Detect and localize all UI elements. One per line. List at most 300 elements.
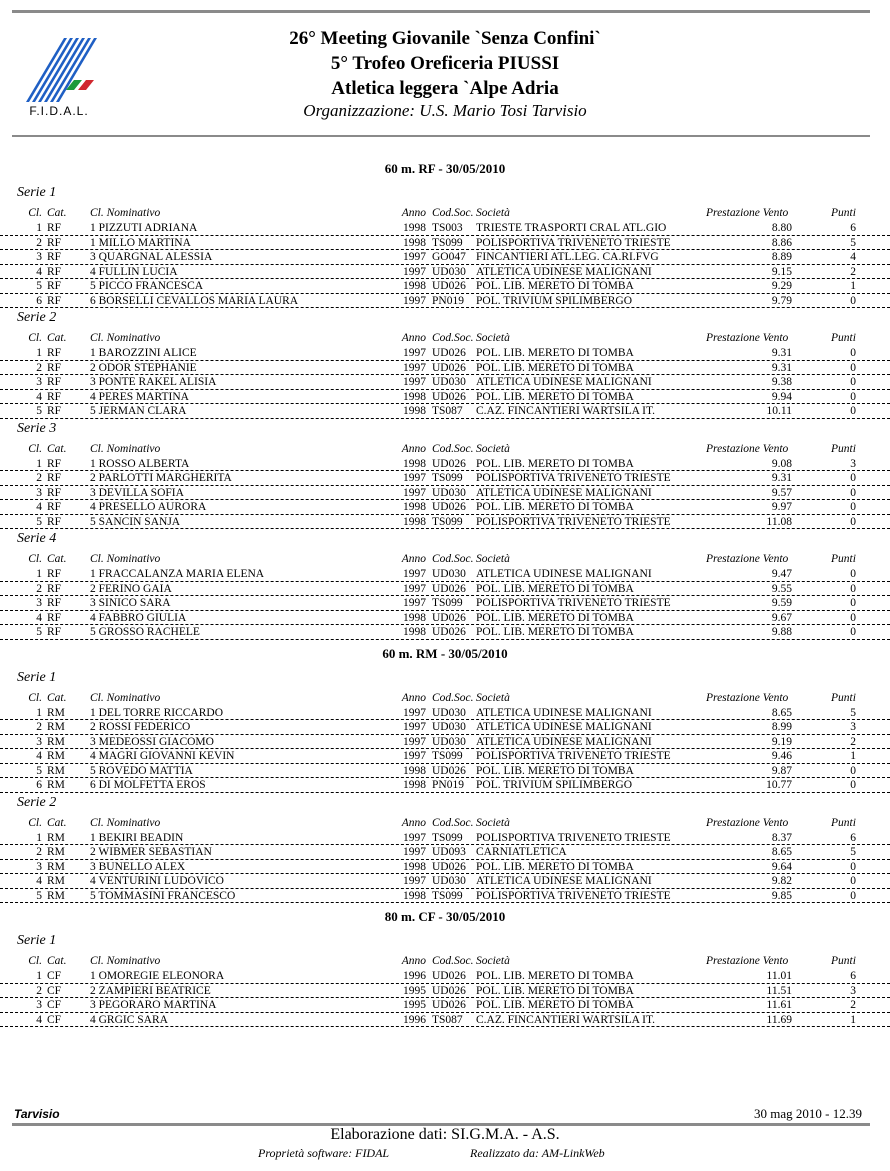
column-header xyxy=(0,331,890,346)
club-code: TS099 xyxy=(432,236,463,249)
table-row xyxy=(0,250,890,265)
club-name: C.AZ. FINCANTIERI WARTSILA IT. xyxy=(476,1013,656,1026)
category: RM xyxy=(47,735,65,748)
performance: 9.85 xyxy=(771,889,792,902)
column-header xyxy=(0,442,890,457)
rank: 6 xyxy=(36,779,42,791)
category: RF xyxy=(47,361,62,374)
category: RM xyxy=(47,750,65,762)
category: RM xyxy=(47,875,65,887)
birth-year: 1997 xyxy=(403,750,426,762)
logo-text: F.I.D.A.L. xyxy=(29,104,89,118)
col-codsoc: Cod.Soc. xyxy=(432,442,474,455)
col-cl: Cl. xyxy=(28,553,42,565)
table-row xyxy=(0,596,890,611)
points: 0 xyxy=(850,405,856,417)
performance: 8.99 xyxy=(771,721,792,733)
col-punti: Punti xyxy=(831,955,856,967)
points: 0 xyxy=(850,472,856,484)
birth-year: 1995 xyxy=(403,984,426,997)
athlete-name: 4 GRGIC SARA xyxy=(90,1013,168,1026)
athlete-name: 3 MEDEOSSI GIACOMO xyxy=(90,735,214,748)
club-name: POLISPORTIVA TRIVENETO TRIESTE xyxy=(476,472,671,484)
birth-year: 1997 xyxy=(403,265,426,278)
athlete-name: 4 MAGRI GIOVANNI KEVIN xyxy=(90,750,235,762)
birth-year: 1998 xyxy=(403,515,426,528)
category: CF xyxy=(47,1013,62,1026)
table-row xyxy=(0,611,890,626)
points: 6 xyxy=(850,831,856,844)
col-prestazione: Prestazione Vento xyxy=(706,691,789,704)
club-name: POL. LIB. MERETO DI TOMBA xyxy=(476,582,634,595)
category: RF xyxy=(47,472,62,484)
table-row xyxy=(0,706,890,721)
col-cl: Cl. xyxy=(28,442,42,455)
col-prestazione: Prestazione Vento xyxy=(706,442,789,455)
category: RF xyxy=(47,597,62,609)
club-name: ATLETICA UDINESE MALIGNANI xyxy=(476,721,652,733)
serie-label: Serie 1 xyxy=(17,185,57,200)
rank: 2 xyxy=(36,721,42,733)
club-code: UD026 xyxy=(432,984,466,997)
col-punti: Punti xyxy=(831,553,856,565)
rank: 3 xyxy=(36,376,42,388)
col-anno: Anno xyxy=(401,553,426,565)
meeting-title: 26° Meeting Giovanile `Senza Confini` xyxy=(289,28,601,49)
points: 1 xyxy=(850,1013,856,1026)
club-name: ATLETICA UDINESE MALIGNANI xyxy=(476,376,652,388)
column-header xyxy=(0,206,890,221)
points: 0 xyxy=(850,779,856,791)
rank: 1 xyxy=(36,706,42,719)
points: 3 xyxy=(850,457,856,470)
points: 5 xyxy=(850,236,856,249)
club-name: POL. LIB. MERETO DI TOMBA xyxy=(476,764,634,777)
table-row xyxy=(0,236,890,251)
column-header xyxy=(0,954,890,969)
athlete-name: 5 PICCO FRANCESCA xyxy=(90,280,204,292)
table-row xyxy=(0,889,890,904)
points: 0 xyxy=(850,764,856,777)
table-row xyxy=(0,294,890,309)
points: 0 xyxy=(850,597,856,609)
col-codsoc: Cod.Soc. xyxy=(432,553,474,565)
category: RM xyxy=(47,779,65,791)
race-title: 60 m. RF - 30/05/2010 xyxy=(384,161,506,176)
points: 0 xyxy=(850,875,856,887)
rank: 5 xyxy=(36,280,42,292)
club-code: UD026 xyxy=(432,361,466,374)
athlete-name: 2 PARLOTTI MARGHERITA xyxy=(90,472,232,484)
table-row xyxy=(0,860,890,875)
club-name: POL. LIB. MERETO DI TOMBA xyxy=(476,611,634,624)
birth-year: 1997 xyxy=(403,347,426,359)
serie-label: Serie 2 xyxy=(17,794,57,810)
category: RM xyxy=(47,860,65,873)
col-nominativo: Cl. Nominativo xyxy=(90,955,161,967)
header-rule xyxy=(12,135,870,137)
club-name: ATLETICA UDINESE MALIGNANI xyxy=(476,486,652,499)
performance: 9.47 xyxy=(771,568,792,580)
athlete-name: 1 BEKIRI BEADIN xyxy=(90,831,184,844)
athlete-name: 6 DI MOLFETTA EROS xyxy=(90,779,206,791)
category: RF xyxy=(47,280,62,292)
athlete-name: 2 ROSSI FEDERICO xyxy=(90,721,191,733)
category: RM xyxy=(47,764,65,777)
col-codsoc: Cod.Soc. xyxy=(432,332,474,344)
table-row xyxy=(0,720,890,735)
club-code: GO047 xyxy=(432,251,466,263)
col-codsoc: Cod.Soc. xyxy=(432,207,474,219)
table-row xyxy=(0,515,890,530)
col-cl: Cl. xyxy=(28,207,42,219)
club-name: POL. LIB. MERETO DI TOMBA xyxy=(476,626,634,638)
birth-year: 1998 xyxy=(403,501,426,513)
category: RF xyxy=(47,611,62,624)
performance: 11.01 xyxy=(766,970,792,982)
points: 0 xyxy=(850,501,856,513)
rank: 3 xyxy=(36,999,42,1011)
club-name: TRIESTE TRASPORTI CRAL ATL.GIO xyxy=(476,222,667,234)
club-name: POLISPORTIVA TRIVENETO TRIESTE xyxy=(476,750,671,762)
athlete-name: 1 DEL TORRE RICCARDO xyxy=(90,706,224,719)
athlete-name: 5 SANCIN SANJA xyxy=(90,515,181,528)
category: RF xyxy=(47,568,62,580)
rank: 2 xyxy=(36,472,42,484)
club-name: POLISPORTIVA TRIVENETO TRIESTE xyxy=(476,889,671,902)
col-cl: Cl. xyxy=(28,816,42,829)
club-code: UD026 xyxy=(432,457,466,470)
rank: 3 xyxy=(36,486,42,499)
table-row xyxy=(0,778,890,793)
performance: 10.77 xyxy=(766,779,792,791)
performance: 9.57 xyxy=(771,486,792,499)
table-row xyxy=(0,404,890,419)
category: CF xyxy=(47,999,62,1011)
rank: 1 xyxy=(36,222,42,234)
table-row xyxy=(0,749,890,764)
trophy-title: 5° Trofeo Oreficeria PIUSSI xyxy=(330,53,560,74)
rank: 1 xyxy=(36,457,42,470)
table-row xyxy=(0,998,890,1013)
club-name: ATLETICA UDINESE MALIGNANI xyxy=(476,265,652,278)
points: 5 xyxy=(850,846,856,858)
category: RF xyxy=(47,265,62,278)
athlete-name: 1 OMOREGIE ELEONORA xyxy=(90,970,225,982)
points: 0 xyxy=(850,568,856,580)
birth-year: 1998 xyxy=(403,764,426,777)
table-row xyxy=(0,764,890,779)
athlete-name: 1 FRACCALANZA MARIA ELENA xyxy=(90,568,265,580)
category: RF xyxy=(47,582,62,595)
col-codsoc: Cod.Soc. xyxy=(432,955,474,967)
serie-label: Serie 1 xyxy=(17,669,57,685)
performance: 8.65 xyxy=(771,846,792,858)
serie-label: Serie 1 xyxy=(17,933,57,948)
club-code: UD026 xyxy=(432,347,466,359)
athlete-name: 2 WIBMER SEBASTIAN xyxy=(90,846,212,858)
birth-year: 1997 xyxy=(403,597,426,609)
organization: Organizzazione: U.S. Mario Tosi Tarvisio xyxy=(303,101,587,120)
table-row xyxy=(0,874,890,889)
table-row xyxy=(0,582,890,597)
col-anno: Anno xyxy=(401,691,426,704)
club-code: UD026 xyxy=(432,611,466,624)
club-code: TS099 xyxy=(432,515,463,528)
birth-year: 1997 xyxy=(403,846,426,858)
birth-year: 1997 xyxy=(403,361,426,374)
performance: 9.88 xyxy=(771,626,792,638)
col-anno: Anno xyxy=(401,442,426,455)
points: 0 xyxy=(850,361,856,374)
birth-year: 1998 xyxy=(403,280,426,292)
race-section xyxy=(0,640,890,904)
athlete-name: 2 ZAMPIERI BEATRICE xyxy=(90,984,211,997)
table-row xyxy=(0,265,890,280)
club-name: POL. LIB. MERETO DI TOMBA xyxy=(476,457,634,470)
col-nominativo: Cl. Nominativo xyxy=(90,207,161,219)
col-societa: Società xyxy=(476,207,510,219)
rank: 4 xyxy=(36,265,42,278)
category: RM xyxy=(47,889,65,902)
table-row xyxy=(0,390,890,405)
club-name: ATLETICA UDINESE MALIGNANI xyxy=(476,706,652,719)
column-header xyxy=(0,691,890,706)
birth-year: 1998 xyxy=(403,390,426,403)
club-name: POL. LIB. MERETO DI TOMBA xyxy=(476,361,634,374)
points: 6 xyxy=(850,970,856,982)
table-row xyxy=(0,969,890,984)
performance: 9.08 xyxy=(771,457,792,470)
rank: 4 xyxy=(36,390,42,403)
rank: 5 xyxy=(36,626,42,638)
category: RM xyxy=(47,831,65,844)
col-nominativo: Cl. Nominativo xyxy=(90,816,161,829)
col-prestazione: Prestazione Vento xyxy=(706,553,789,565)
points: 2 xyxy=(850,735,856,748)
performance: 8.86 xyxy=(771,236,792,249)
club-code: UD026 xyxy=(432,860,466,873)
table-row xyxy=(0,831,890,846)
performance: 9.97 xyxy=(771,501,792,513)
top-rule xyxy=(12,10,870,13)
performance: 9.15 xyxy=(771,265,792,278)
club-code: UD026 xyxy=(432,764,466,777)
points: 0 xyxy=(850,515,856,528)
category: RF xyxy=(47,376,62,388)
category: RM xyxy=(47,706,65,719)
col-prestazione: Prestazione Vento xyxy=(706,816,789,829)
race-title: 60 m. RM - 30/05/2010 xyxy=(382,645,508,661)
club-code: UD030 xyxy=(432,376,466,388)
footer-proprieta: Proprietà software: FIDAL xyxy=(258,1146,390,1160)
club-name: ATLETICA UDINESE MALIGNANI xyxy=(476,568,652,580)
athlete-name: 1 MILLO MARTINA xyxy=(90,236,191,249)
athlete-name: 4 FABBRO GIULIA xyxy=(90,611,187,624)
athlete-name: 1 ROSSO ALBERTA xyxy=(90,457,190,470)
athlete-name: 2 FERINO GAIA xyxy=(90,582,172,595)
club-code: UD026 xyxy=(432,280,466,292)
club-name: POL. LIB. MERETO DI TOMBA xyxy=(476,280,634,292)
serie-label: Serie 3 xyxy=(17,420,57,436)
table-row xyxy=(0,361,890,376)
club-name: FINCANTIERI ATL.LEG. CA.RI.FVG xyxy=(476,251,659,263)
birth-year: 1996 xyxy=(403,1013,426,1026)
birth-year: 1998 xyxy=(403,889,426,902)
club-code: UD030 xyxy=(432,706,466,719)
category: RF xyxy=(47,222,62,234)
table-row xyxy=(0,735,890,750)
performance: 9.64 xyxy=(771,860,792,873)
birth-year: 1998 xyxy=(403,626,426,638)
performance: 11.69 xyxy=(766,1013,792,1026)
category: RF xyxy=(47,626,62,638)
rank: 1 xyxy=(36,568,42,580)
rank: 3 xyxy=(36,860,42,873)
points: 0 xyxy=(850,582,856,595)
performance: 8.89 xyxy=(771,251,792,263)
club-code: PN019 xyxy=(432,294,464,307)
serie-label: Serie 4 xyxy=(17,531,57,546)
athlete-name: 1 BAROZZINI ALICE xyxy=(90,347,197,359)
col-societa: Società xyxy=(476,332,510,344)
category: RF xyxy=(47,294,62,307)
table-row xyxy=(0,486,890,501)
col-punti: Punti xyxy=(831,691,856,704)
col-cl: Cl. xyxy=(28,691,42,704)
birth-year: 1997 xyxy=(403,582,426,595)
col-cat: Cat. xyxy=(47,691,67,704)
athlete-name: 3 QUARGNAL ALESSIA xyxy=(90,251,213,263)
club-name: POL. LIB. MERETO DI TOMBA xyxy=(476,970,634,982)
birth-year: 1997 xyxy=(403,568,426,580)
performance: 9.31 xyxy=(771,361,792,374)
col-codsoc: Cod.Soc. xyxy=(432,816,474,829)
col-nominativo: Cl. Nominativo xyxy=(90,553,161,565)
points: 2 xyxy=(850,999,856,1011)
birth-year: 1998 xyxy=(403,779,426,791)
col-codsoc: Cod.Soc. xyxy=(432,691,474,704)
club-code: TS087 xyxy=(432,405,463,417)
col-punti: Punti xyxy=(831,816,856,829)
club-name: POL. LIB. MERETO DI TOMBA xyxy=(476,999,634,1011)
performance: 11.61 xyxy=(766,999,792,1011)
club-code: UD026 xyxy=(432,999,466,1011)
birth-year: 1997 xyxy=(403,706,426,719)
club-code: UD030 xyxy=(432,568,466,580)
club-name: POL. LIB. MERETO DI TOMBA xyxy=(476,860,634,873)
rank: 1 xyxy=(36,970,42,982)
birth-year: 1998 xyxy=(403,457,426,470)
col-anno: Anno xyxy=(401,816,426,829)
col-societa: Società xyxy=(476,955,510,967)
club-code: TS003 xyxy=(432,222,463,234)
club-code: UD026 xyxy=(432,626,466,638)
club-code: TS087 xyxy=(432,1013,463,1026)
club-code: UD026 xyxy=(432,970,466,982)
footer-place: Tarvisio xyxy=(14,1107,60,1121)
athlete-name: 3 SINICO SARA xyxy=(90,597,171,609)
performance: 8.80 xyxy=(771,222,792,234)
birth-year: 1998 xyxy=(403,405,426,417)
club-code: TS099 xyxy=(432,472,463,484)
points: 5 xyxy=(850,706,856,719)
col-nominativo: Cl. Nominativo xyxy=(90,691,161,704)
col-punti: Punti xyxy=(831,207,856,219)
rank: 2 xyxy=(36,236,42,249)
club-name: ATLETICA UDINESE MALIGNANI xyxy=(476,875,652,887)
table-row xyxy=(0,457,890,472)
athlete-name: 4 PERES MARTINA xyxy=(90,390,189,403)
category: RF xyxy=(47,515,62,528)
category: RF xyxy=(47,347,62,359)
points: 1 xyxy=(850,750,856,762)
rank: 5 xyxy=(36,405,42,417)
rank: 2 xyxy=(36,984,42,997)
rank: 4 xyxy=(36,750,42,762)
col-prestazione: Prestazione Vento xyxy=(706,332,789,344)
col-cat: Cat. xyxy=(47,442,67,455)
col-nominativo: Cl. Nominativo xyxy=(90,442,161,455)
club-code: UD030 xyxy=(432,265,466,278)
col-anno: Anno xyxy=(401,207,426,219)
performance: 8.65 xyxy=(771,706,792,719)
club-code: TS099 xyxy=(432,750,463,762)
rank: 2 xyxy=(36,846,42,858)
col-punti: Punti xyxy=(831,442,856,455)
club-name: POL. TRIVIUM SPILIMBERGO xyxy=(476,294,633,307)
club-name: POLISPORTIVA TRIVENETO TRIESTE xyxy=(476,597,671,609)
column-header xyxy=(0,552,890,567)
rank: 3 xyxy=(36,597,42,609)
birth-year: 1997 xyxy=(403,875,426,887)
rank: 1 xyxy=(36,831,42,844)
club-name: C.AZ. FINCANTIERI WARTSILA IT. xyxy=(476,405,656,417)
serie-label: Serie 2 xyxy=(17,310,57,325)
athlete-name: 5 GROSSO RACHELE xyxy=(90,626,200,638)
col-nominativo: Cl. Nominativo xyxy=(90,332,161,344)
performance: 10.11 xyxy=(766,405,792,417)
table-row xyxy=(0,221,890,236)
club-name: POL. LIB. MERETO DI TOMBA xyxy=(476,347,634,359)
col-cat: Cat. xyxy=(47,207,67,219)
points: 1 xyxy=(850,280,856,292)
points: 4 xyxy=(850,251,856,263)
col-punti: Punti xyxy=(831,332,856,344)
category: RF xyxy=(47,251,62,263)
col-prestazione: Prestazione Vento xyxy=(706,207,789,219)
club-code: UD030 xyxy=(432,735,466,748)
rank: 4 xyxy=(36,875,42,887)
club-code: UD030 xyxy=(432,721,466,733)
category: CF xyxy=(47,970,62,982)
athlete-name: 4 FULLIN LUCIA xyxy=(90,265,178,278)
performance: 9.79 xyxy=(771,294,792,307)
col-prestazione: Prestazione Vento xyxy=(706,955,789,967)
birth-year: 1998 xyxy=(403,222,426,234)
athlete-name: 5 ROVEDO MATTIA xyxy=(90,764,193,777)
birth-year: 1997 xyxy=(403,831,426,844)
col-cl: Cl. xyxy=(28,955,42,967)
table-row xyxy=(0,845,890,860)
footer-elaborazione: Elaborazione dati: SI.G.M.A. - A.S. xyxy=(330,1126,560,1143)
race-section xyxy=(0,155,890,640)
points: 0 xyxy=(850,347,856,359)
performance: 11.08 xyxy=(766,515,792,528)
club-name: POL. LIB. MERETO DI TOMBA xyxy=(476,501,634,513)
col-societa: Società xyxy=(476,691,510,704)
table-row xyxy=(0,346,890,361)
